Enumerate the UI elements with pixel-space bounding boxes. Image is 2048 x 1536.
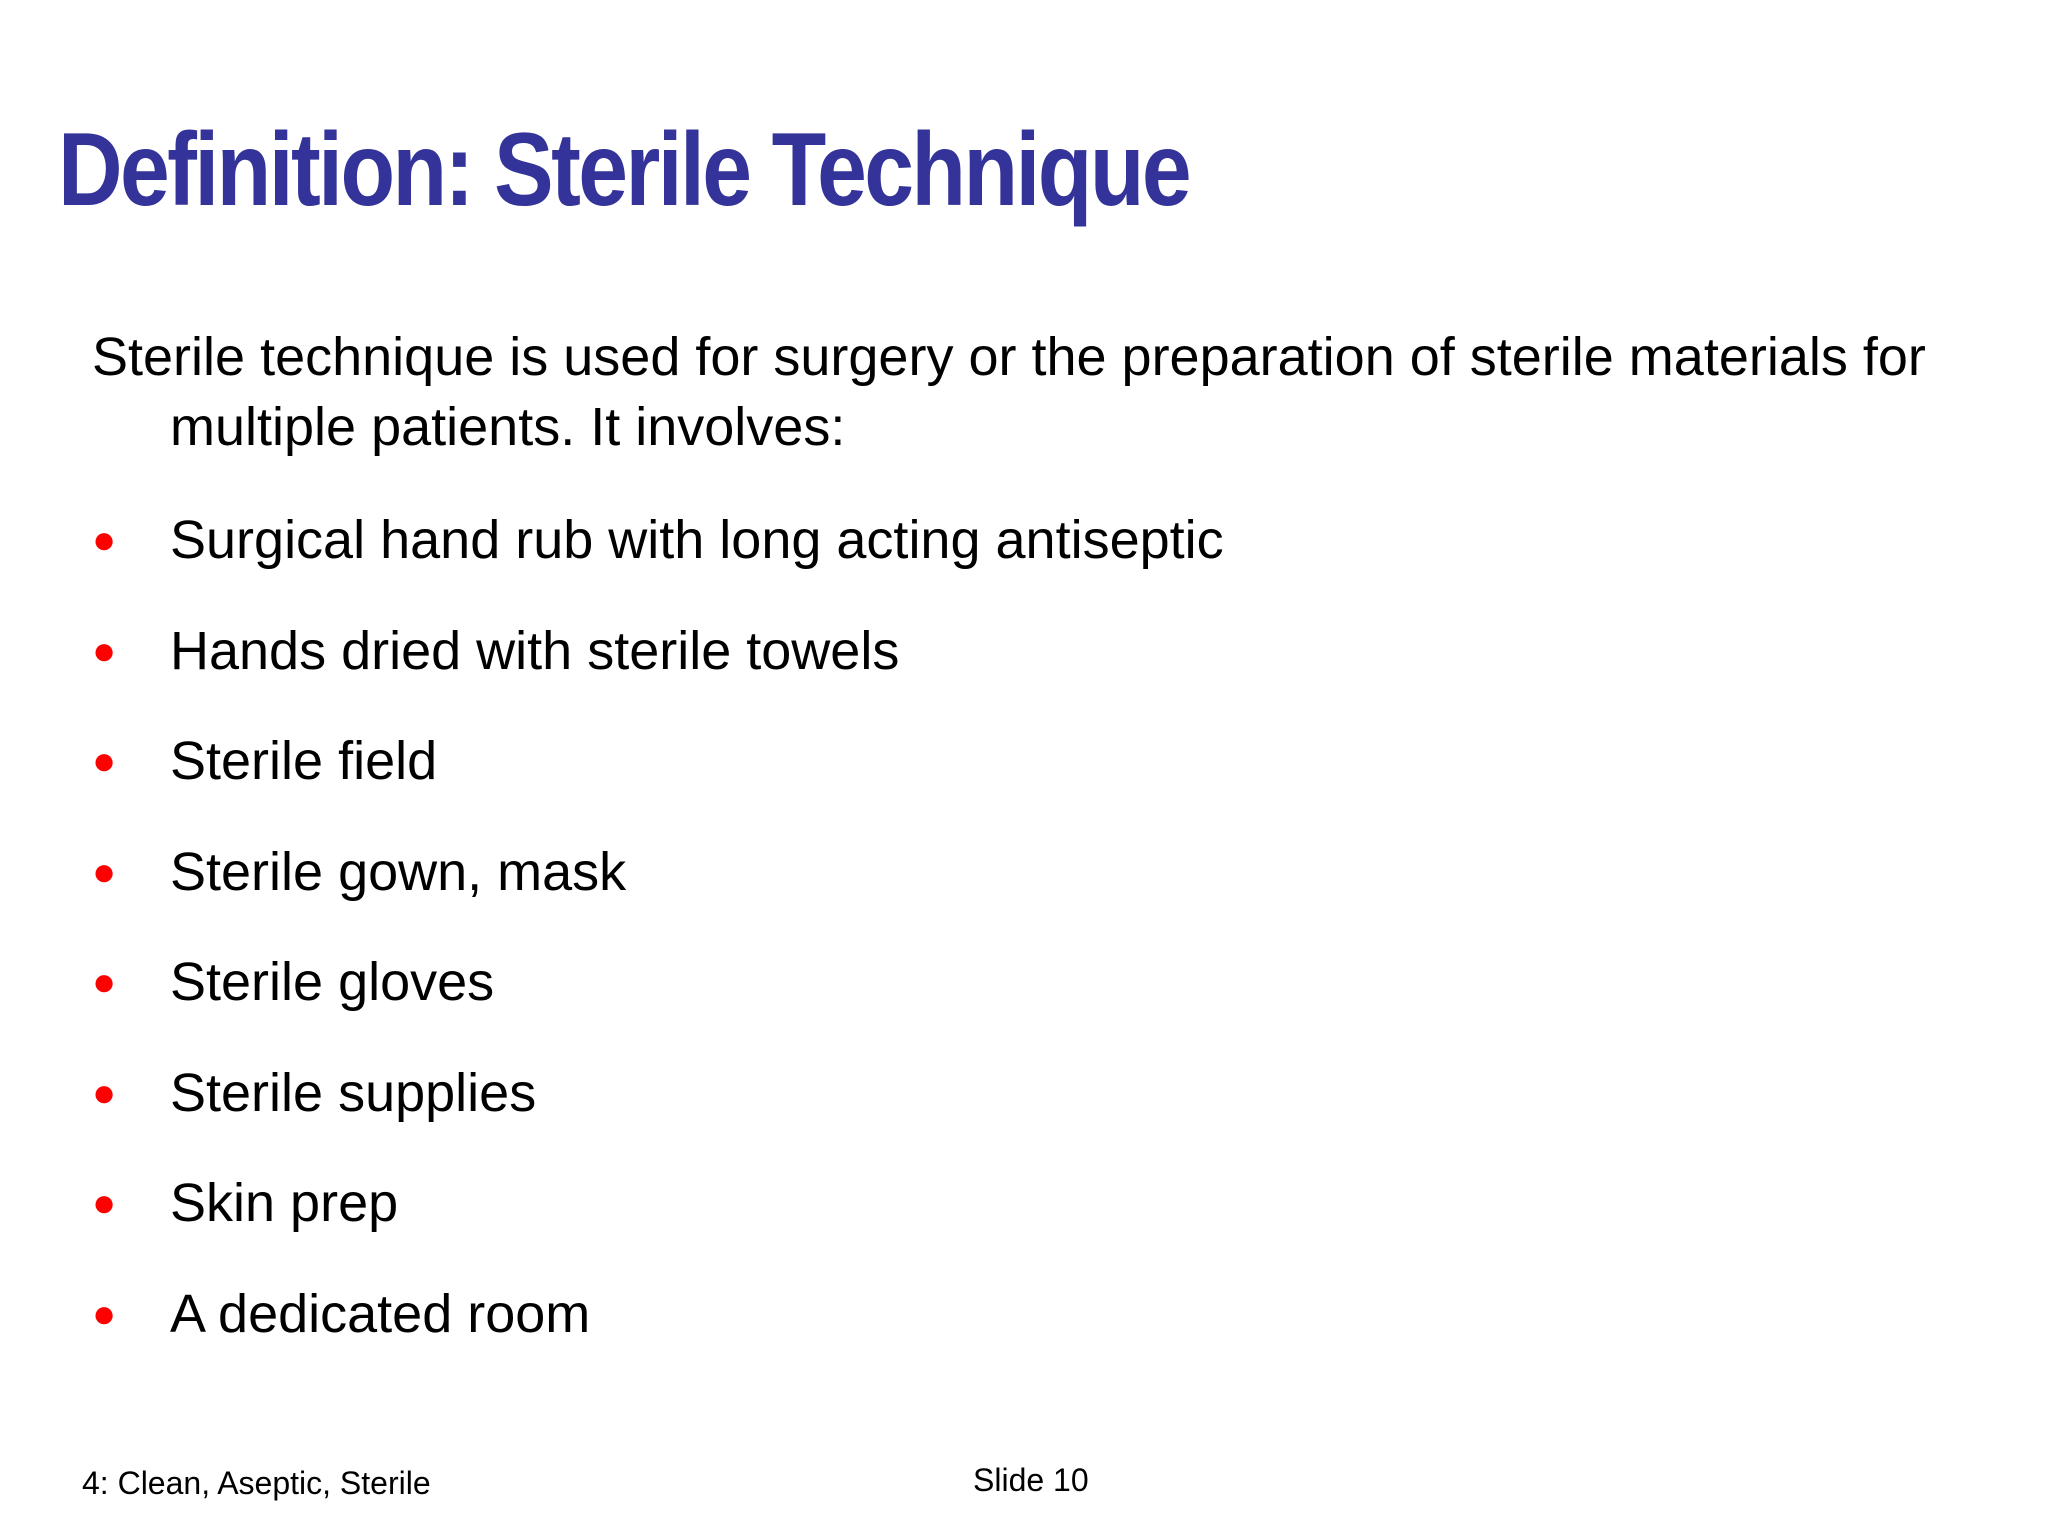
bullet-icon: ● [92,1070,117,1115]
bullet-icon: ● [92,960,117,1004]
list-item [92,1163,1224,1274]
list-item [92,611,1224,722]
list-item [92,942,1224,1053]
bullet-text: Skin prep [170,1173,399,1233]
bullet-text: A dedicated room [170,1283,591,1344]
intro-paragraph: Sterile technique is used for surgery or the preparation of sterile materials for multiple patients. It involves: [92,327,1926,457]
bullet-text: Sterile supplies [170,1062,537,1123]
bullet-icon: ● [92,628,117,673]
bullet-text: Sterile gloves [170,952,495,1012]
bullet-icon: ● [92,518,117,562]
bullet-icon: ● [92,1291,117,1336]
bullet-text: Surgical hand rub with long acting antiseptic [170,510,1224,570]
bullet-list [92,500,1224,1384]
list-item [92,1053,1224,1164]
bullet-icon: ● [92,849,117,894]
bullet-text: Hands dried with sterile towels [170,620,900,681]
bullet-text: Sterile gown, mask [170,841,627,902]
list-item [92,832,1224,943]
bullet-icon: ● [92,1181,117,1225]
list-item [92,721,1224,832]
list-item [92,1274,1224,1385]
footer-section-label: 4: Clean, Aseptic, Sterile [82,1465,431,1501]
slide-title: Definition: Sterile Technique [58,112,1190,228]
list-item [92,500,1224,611]
slide-number: Slide 10 [973,1462,1089,1498]
bullet-icon: ● [92,739,117,783]
bullet-text: Sterile field [170,731,438,791]
